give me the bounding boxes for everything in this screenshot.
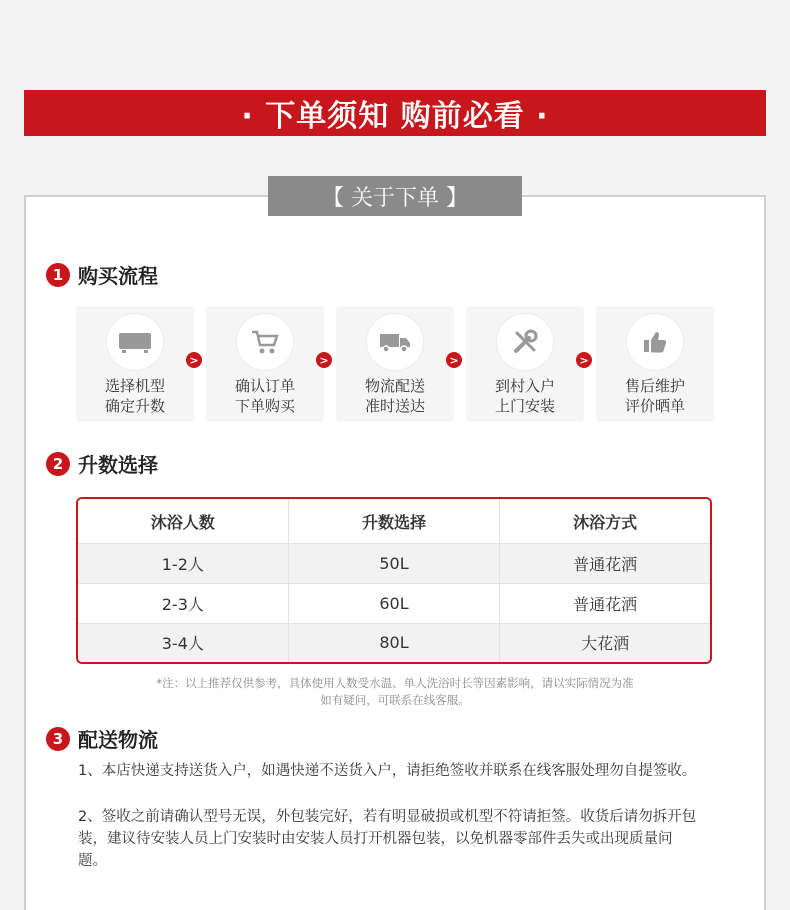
table-cell: 大花洒 — [500, 623, 710, 662]
section-number-badge: 3 — [46, 727, 70, 751]
column-header: 升数选择 — [288, 499, 500, 544]
section-delivery-title — [46, 724, 158, 753]
column-header: 沐浴人数 — [78, 499, 288, 544]
recommendation-note — [100, 675, 690, 709]
table-cell: 2-3人 — [78, 583, 288, 623]
table-cell: 普通花洒 — [500, 583, 710, 623]
step-line1: 物流配送 — [364, 377, 425, 395]
purchase-steps — [76, 306, 716, 422]
chevron-right-icon: > — [186, 352, 202, 368]
panel-tag: 【 关于下单 】 — [268, 176, 522, 216]
section-title-text: 升数选择 — [78, 453, 158, 477]
tools-icon — [497, 314, 553, 370]
step-line2: 准时送达 — [364, 397, 425, 415]
notice-banner: · 下单须知 购前必看 · — [24, 90, 766, 136]
table-row — [78, 583, 710, 623]
table-cell: 3-4人 — [78, 623, 288, 662]
table-cell: 1-2人 — [78, 544, 288, 584]
step-line1: 到村入户 — [494, 377, 555, 395]
step-line1: 选择机型 — [104, 377, 165, 395]
section-purchase-flow-title — [46, 260, 158, 289]
chevron-right-icon: > — [576, 352, 592, 368]
step-confirm-order — [206, 306, 324, 422]
table-row — [78, 623, 710, 662]
table-header-row — [78, 499, 710, 544]
note-line: 如有疑问，可联系在线客服。 — [320, 693, 470, 707]
truck-icon — [367, 314, 423, 370]
table-cell: 60L — [288, 583, 500, 623]
table-cell: 50L — [288, 544, 500, 584]
chevron-right-icon: > — [316, 352, 332, 368]
section-number-badge: 1 — [46, 263, 70, 287]
delivery-paragraph-2: 2、签收之前请确认型号无误，外包装完好，若有明显破损或机型不符请拒签。收货后请勿拆开包装，建议待安装人员上门安装时由安装人员打开机器包装，以免机器零部件丢失或出现质量问题。 — [78, 809, 697, 869]
step-line2: 评价晒单 — [624, 397, 685, 415]
step-after-sales — [596, 306, 714, 422]
step-line1: 确认订单 — [234, 377, 295, 395]
step-line2: 上门安装 — [494, 397, 555, 415]
thumbs-up-icon — [627, 314, 683, 370]
delivery-paragraph-1: 1、本店快递支持送货入户，如遇快递不送货入户，请拒绝签收并联系在线客服处理勿自提签收。 — [78, 763, 697, 779]
step-install — [466, 306, 584, 422]
table-row — [78, 544, 710, 584]
table-cell: 80L — [288, 623, 500, 662]
table-cell: 普通花洒 — [500, 544, 710, 584]
cart-icon — [237, 314, 293, 370]
section-number-badge: 2 — [46, 452, 70, 476]
step-line1: 售后维护 — [624, 377, 685, 395]
section-title-text: 配送物流 — [78, 728, 158, 752]
column-header: 沐浴方式 — [500, 499, 710, 544]
step-select-model — [76, 306, 194, 422]
step-logistics — [336, 306, 454, 422]
note-line: *注：以上推荐仅供参考，具体使用人数受水温、单人洗浴时长等因素影响，请以实际情况为准 — [156, 676, 634, 690]
step-line2: 下单购买 — [234, 397, 295, 415]
heater-icon — [107, 314, 163, 370]
section-title-text: 购买流程 — [78, 264, 158, 288]
section-capacity-title — [46, 449, 158, 478]
capacity-table — [76, 497, 712, 664]
chevron-right-icon: > — [446, 352, 462, 368]
step-line2: 确定升数 — [104, 397, 165, 415]
